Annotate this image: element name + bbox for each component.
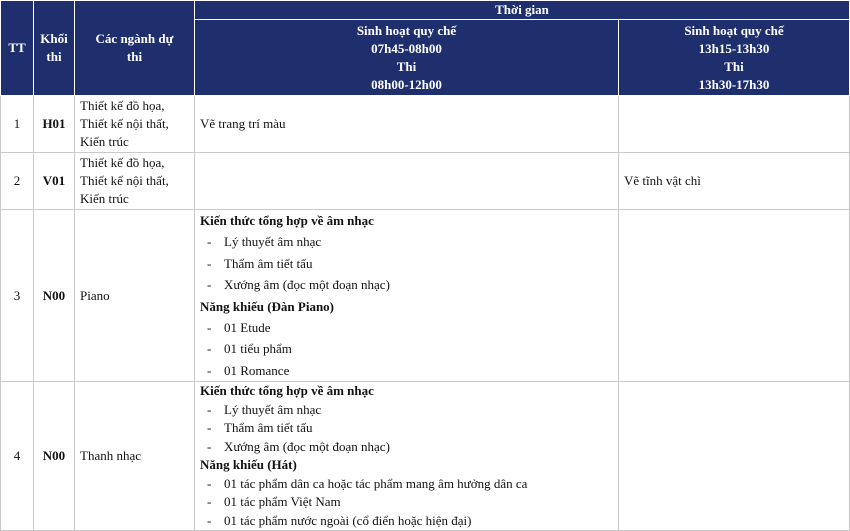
header-morning-line: 07h45-08h00 (371, 40, 442, 56)
header-afternoon-line: Sinh hoạt quy chế (684, 22, 784, 38)
header-morning-line: Sinh hoạt quy chế (356, 22, 457, 38)
cell-khoi: V01 (34, 153, 75, 210)
nganh-line: Thiết kế đồ họa, (80, 155, 165, 170)
list-item-text: Lý thuyết âm nhạc (224, 401, 322, 417)
cell-afternoon (619, 210, 850, 382)
list-item (200, 338, 618, 360)
bullet-dash: - (207, 319, 212, 335)
cell-nganh (75, 153, 195, 210)
list-item-text: Thẩm âm tiết tấu (224, 420, 313, 435)
cell-afternoon (619, 96, 850, 153)
cell-nganh (75, 210, 195, 382)
header-afternoon-line: Thi (724, 58, 744, 74)
list-item (200, 438, 618, 457)
header-nganh: Các ngành dự thi (75, 1, 195, 96)
list-item (200, 401, 618, 420)
cell-morning: Vẽ trang trí màu (195, 96, 619, 153)
table-row (1, 96, 850, 153)
cell-afternoon (619, 382, 850, 531)
list-item-text: Thẩm âm tiết tấu (224, 255, 313, 271)
table-row (1, 382, 850, 531)
list-item (200, 253, 618, 275)
bullet-dash: - (207, 438, 212, 454)
list-item-text: Xướng âm (đọc một đoạn nhạc) (224, 438, 390, 454)
header-tt: TT (1, 1, 34, 96)
header-afternoon-line: 13h30-17h30 (698, 76, 770, 92)
list-item-text: 01 tác phẩm nước ngoài (cổ điển hoặc hiện đại) (224, 512, 472, 528)
bullet-dash: - (207, 255, 212, 271)
nganh-line: Thiết kế đồ họa, (80, 98, 165, 113)
list-item (200, 274, 618, 296)
list-item-text: Xướng âm (đọc một đoạn nhạc) (224, 277, 390, 292)
list-item-text: 01 tiểu phẩm (224, 341, 292, 356)
list-item (200, 512, 618, 531)
header-morning-line: 08h00-12h00 (371, 76, 442, 92)
cell-nganh (75, 96, 195, 153)
cell-tt: 3 (1, 210, 34, 382)
list-item-text: 01 Etude (224, 319, 271, 335)
nganh-line: Thiết kế nội thất, (80, 173, 169, 188)
list-item-text: 01 Romance (224, 362, 290, 378)
list-item (200, 317, 618, 339)
cell-morning (195, 382, 619, 531)
cell-khoi: H01 (34, 96, 75, 153)
list-item-text: Lý thuyết âm nhạc (224, 234, 322, 249)
nganh-line: Kiến trúc (80, 134, 129, 149)
section-title: Kiến thức tổng hợp về âm nhạc (200, 213, 374, 228)
header-morning (195, 20, 619, 96)
cell-nganh (75, 382, 195, 531)
section-title: Năng khiếu (Hát) (200, 457, 297, 472)
table-row (1, 153, 850, 210)
header-khoi-thi: Khối thi (34, 1, 75, 96)
list-item-text: 01 tác phẩm dân ca hoặc tác phẩm mang âm hưởng dân ca (224, 475, 528, 491)
bullet-dash: - (207, 234, 212, 249)
bullet-dash: - (207, 277, 212, 292)
list-item-text: 01 tác phẩm Việt Nam (224, 494, 341, 509)
bullet-dash: - (207, 362, 212, 378)
list-item (200, 419, 618, 438)
list-item (200, 493, 618, 512)
nganh-line: Thiết kế nội thất, (80, 116, 169, 131)
nganh-line: Piano (80, 287, 110, 303)
header-afternoon-line: 13h15-13h30 (698, 40, 770, 56)
bullet-dash: - (207, 475, 212, 491)
bullet-dash: - (207, 512, 212, 528)
cell-morning (195, 153, 619, 210)
list-item (200, 475, 618, 494)
bullet-dash: - (207, 401, 212, 417)
header-thoi-gian: Thời gian (195, 1, 850, 20)
cell-afternoon: Vẽ tĩnh vật chì (619, 153, 850, 210)
table-row (1, 210, 850, 382)
cell-morning (195, 210, 619, 382)
cell-khoi: N00 (34, 382, 75, 531)
header-morning-line: Thi (396, 58, 417, 74)
cell-khoi: N00 (34, 210, 75, 382)
bullet-dash: - (207, 420, 212, 435)
nganh-line: Thanh nhạc (80, 448, 142, 463)
bullet-dash: - (207, 341, 212, 356)
list-item (200, 231, 618, 253)
cell-tt: 1 (1, 96, 34, 153)
list-item (200, 360, 618, 382)
section-title: Kiến thức tổng hợp về âm nhạc (200, 383, 374, 398)
header-afternoon (619, 20, 850, 96)
section-title: Năng khiếu (Đàn Piano) (200, 298, 334, 314)
cell-tt: 4 (1, 382, 34, 531)
nganh-line: Kiến trúc (80, 191, 129, 206)
cell-tt: 2 (1, 153, 34, 210)
bullet-dash: - (207, 494, 212, 509)
